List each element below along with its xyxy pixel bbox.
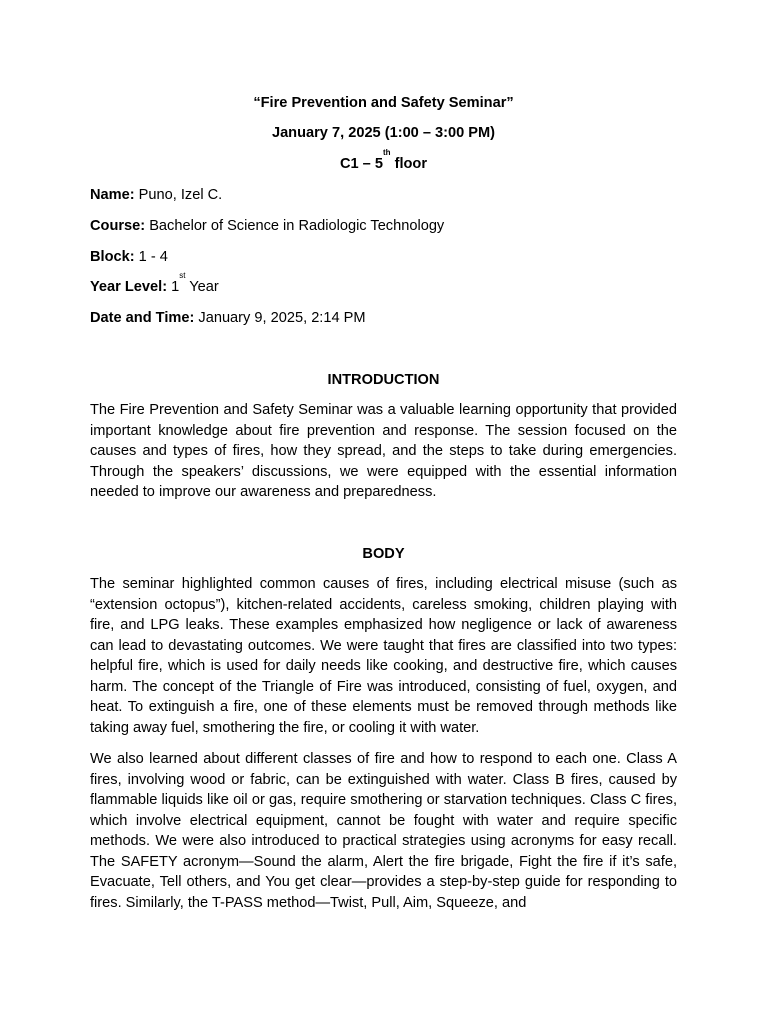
date-and-time-field [90,309,677,327]
block-label: Block: [90,249,135,265]
course-value: Bachelor of Science in Radiologic Technology [145,218,445,234]
introduction-paragraph: The Fire Prevention and Safety Seminar was a valuable learning opportunity that provided important knowledge about fire prevention and response. The session focused on the causes and types of fires, how they spread, and the steps to take during emergencies. Through the speakers’ discussions, we were equipped with the essential information needed to improve our awareness and preparedness. [90,402,677,500]
year-level-label: Year Level: [90,279,168,295]
block-field [90,248,677,266]
block-value: 1 - 4 [134,249,168,265]
year-level-suffix: Year [185,279,219,295]
name-label: Name: [90,187,135,203]
venue-superscript: th [382,148,391,157]
body-paragraph-2: We also learned about different classes of fire and how to respond to each one. Class A fires, involving wood or fabric, can be extinguished with water. Class B fires, caused by flammable liquids like oil or gas, require smothering or starvation techniques. Class C fires, which involve electrical equipment, cannot be fought with water and require specific methods. We were also introduced to practical strategies using acronyms for easy recall. The SAFETY acronym—Sound the alarm, Alert the fire brigade, Fight the fire if it’s safe, Evacuate, Tell others, and You get clear—provides a step-by-step guide for responding to fires. Similarly, the T-PASS method—Twist, Pull, Aim, Squeeze, and [90,751,677,911]
course-label: Course: [90,218,146,234]
seminar-date-time: January 7, 2025 (1:00 – 3:00 PM) [271,125,496,141]
year-level-prefix: 1 [167,279,180,295]
body-heading: BODY [362,546,405,562]
venue-suffix: floor [390,156,428,172]
name-value: Puno, Izel C. [134,187,223,203]
date-and-time-label: Date and Time: [90,310,195,326]
course-field [90,217,677,235]
name-field [90,186,677,204]
year-level-superscript: st [179,271,186,280]
body-paragraph-1: The seminar highlighted common causes of fires, including electrical misuse (such as “extension octopus”), kitchen-related accidents, careless smoking, children playing with fire, and LPG leaks. These examples emphasized how negligence or lack of awareness can lead to devastating outcomes. We were taught that fires are classified into two types: helpful fire, which is used for daily needs like cooking, and destructive fire, which causes harm. The concept of the Triangle of Fire was introduced, consisting of fuel, oxygen, and heat. To extinguish a fire, one of these elements must be removed through methods like taking away fuel, smothering the fire, or cooling it with water. [90,576,677,736]
seminar-venue [90,148,677,173]
venue-prefix: C1 – 5 [339,156,383,172]
document-page [90,0,677,1024]
introduction-heading: INTRODUCTION [327,372,440,388]
seminar-title: “Fire Prevention and Safety Seminar” [253,95,514,111]
year-level-field [90,271,677,296]
date-and-time-value: January 9, 2025, 2:14 PM [194,310,366,326]
